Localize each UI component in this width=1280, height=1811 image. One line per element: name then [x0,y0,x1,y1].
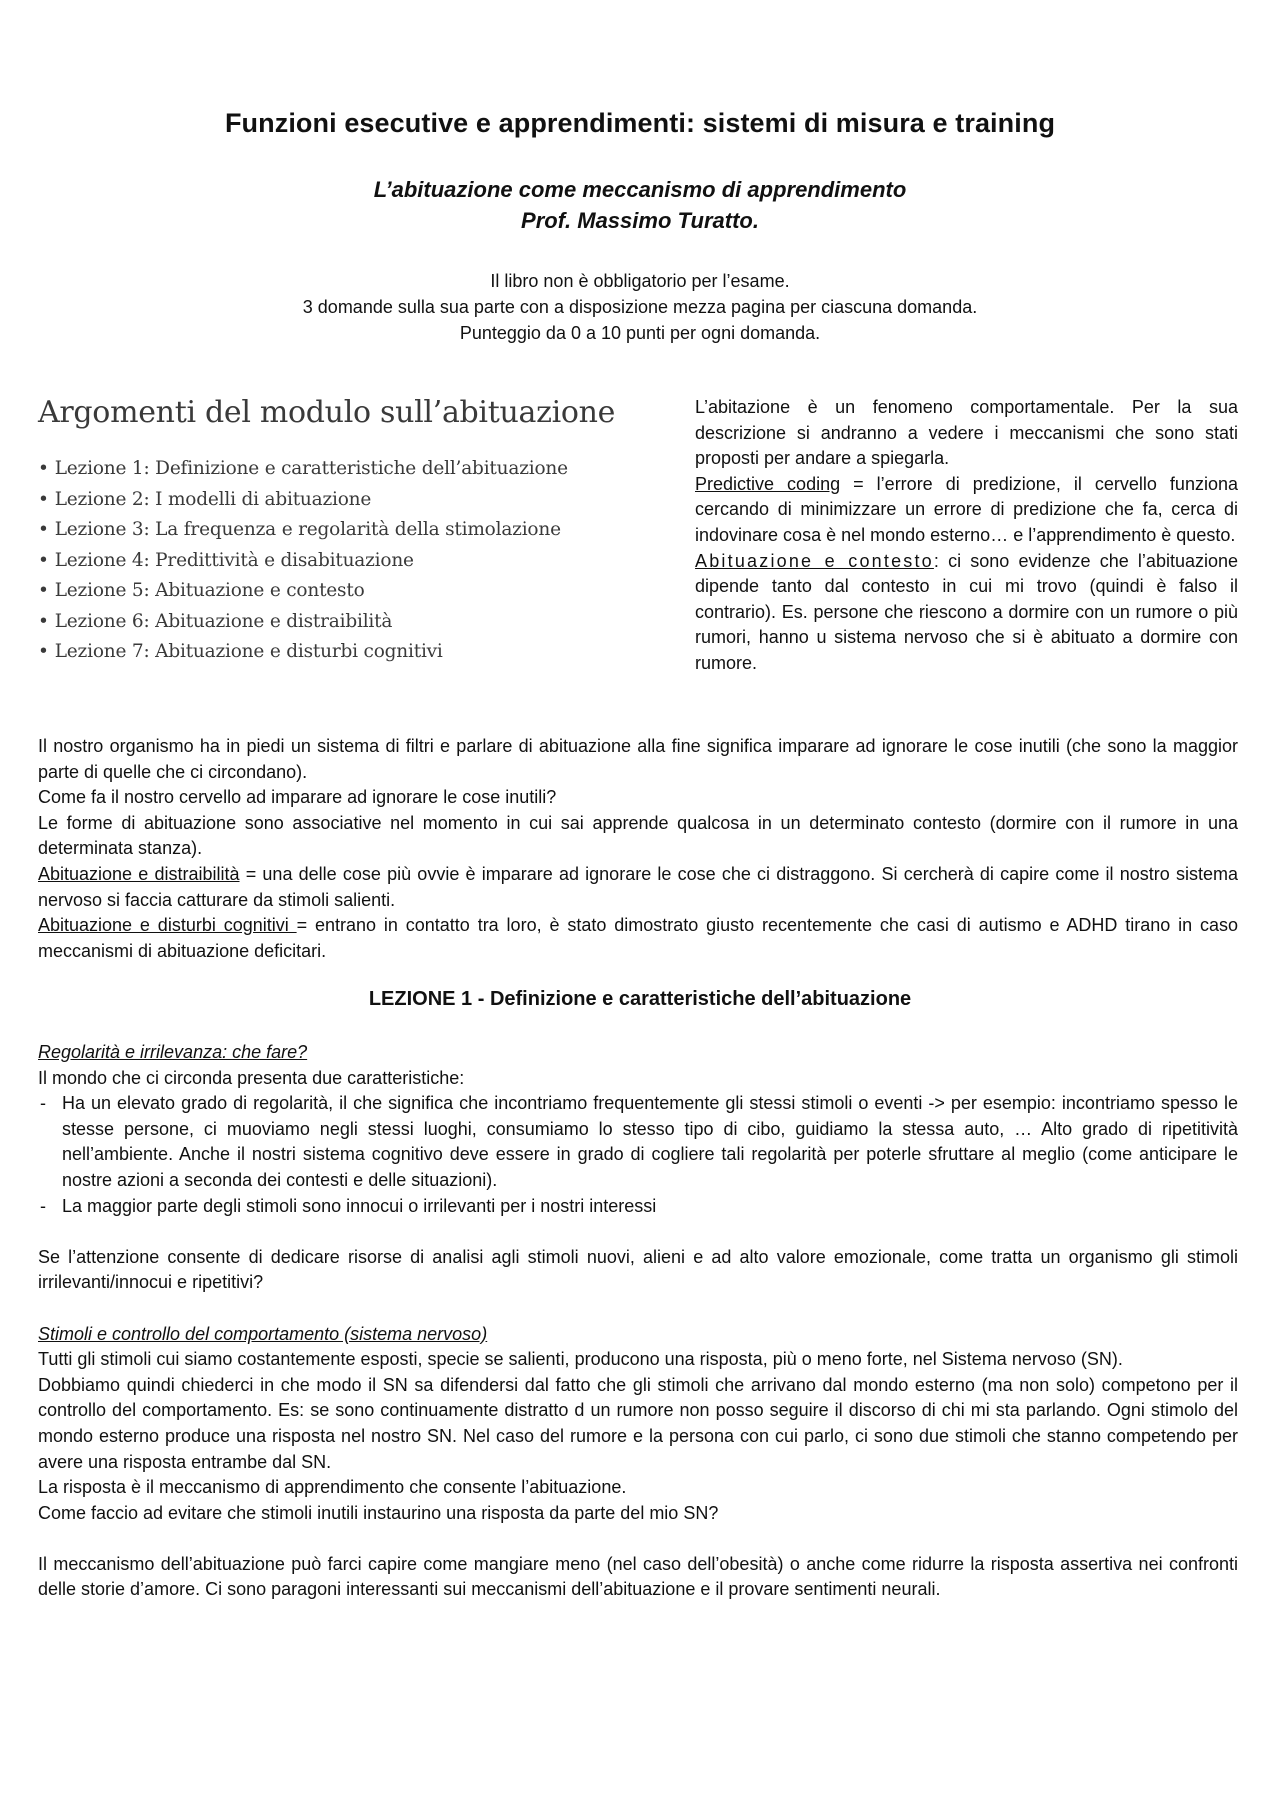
paragraph [38,913,1238,964]
side-paragraph: L’abitazione è un fenomeno comportamentale. Per la sua descrizione si andranno a vedere i meccanismi che sono stati proposti per andare a spiegarla. [695,397,1238,469]
term-disturbi-cognitivi: Abituazione e disturbi cognitivi [38,915,297,936]
paragraph [38,862,1238,913]
spacer [38,1219,1238,1245]
paragraph: Il meccanismo dell’abituazione può farci capire come mangiare meno (nel caso dell’obesità) o anche come ridurre la risposta assertiva nei confronti delle storie d’amore. Ci sono paragoni interessanti sui meccanismi dell’abituazione e il provare sentimenti neurali. [38,1553,1238,1600]
paragraph: Come fa il nostro cervello ad imparare ad ignorare le cose inutili? [38,787,557,808]
paragraph: La risposta è il meccanismo di apprendimento che consente l’abituazione. [38,1477,627,1498]
paragraph: Il nostro organismo ha in piedi un sistema di filtri e parlare di abituazione alla fine significa imparare ad ignorare le cose inutili (che sono la maggior parte di quelle che ci circondano). [38,736,1238,782]
paragraph: Come faccio ad evitare che stimoli inutili instaurino una risposta da parte del mio SN? [38,1502,719,1523]
side-paragraph [695,472,1238,549]
side-paragraph [695,549,1238,677]
slide-list-item: • Lezione 1: Definizione e caratteristiche dell’abituazione [38,458,678,489]
section-heading: Regolarità e irrilevanza: che fare? [38,1042,308,1062]
list-item: - La maggior parte degli stimoli sono innocui o irrilevanti per i nostri interessi [38,1194,1238,1220]
exam-info-line: Punteggio da 0 a 10 punti per ogni domanda. [459,323,821,343]
module-topics-slide [38,395,678,672]
side-paragraph-text: : ci sono evidenze che l’abituazione dipende tanto dal contesto in cui mi trovo (quindi è falso il contrario). Es. persone che riescono a dormire con un rumore o più rumori, hanno u sistema nervoso che si è abituato a dormire con rumore. [695,550,1239,673]
slide-title: Argomenti del modulo sull’abituazione [38,395,616,430]
slide-list [38,458,678,672]
slide-list-item: • Lezione 2: I modelli di abituazione [38,489,678,520]
document-title: Funzioni esecutive e apprendimenti: sistemi di misura e training [224,108,1056,138]
lesson1-section [38,1040,1238,1603]
paragraph: Le forme di abituazione sono associative nel momento in cui sai apprende qualcosa in un determinato contesto (dormire con il rumore in una determinata stanza). [38,812,1238,859]
paragraph: Dobbiamo quindi chiederci in che modo il SN sa difendersi dal fatto che gli stimoli che arrivano dal mondo esterno (ma non solo) competono per il controllo del comportamento. Es: se sono continuamente distratto d un rumore non posso seguire il discorso di chi mi sta parlando. Ogni stimolo del mondo esterno produce una risposta nel nostro SN. Nel caso del rumore e la persona con cui parlo, ci sono due stimoli che stanno competendo per avere una risposta entrambe dal SN. [38,1374,1238,1472]
section-heading: Stimoli e controllo del comportamento (sistema nervoso) [38,1323,488,1344]
paragraph: Se l’attenzione consente di dedicare risorse di analisi agli stimoli nuovi, alieni e ad alto valore emozionale, come tratta un organismo gli stimoli irrilevanti/innocui e ripetitivi? [38,1246,1238,1293]
document-author: Prof. Massimo Turatto. [521,208,759,233]
spacer [38,1526,1238,1552]
lesson-heading: LEZIONE 1 - Definizione e caratteristiche dell’abituazione [368,988,912,1010]
paragraph-text: = una delle cose più ovvie è imparare ad ignorare le cose che ci distraggono. Si cercherà di capire come il nostro sistema nervoso si faccia catturare da stimoli salienti. [38,863,1238,910]
characteristics-list [38,1091,1238,1219]
paragraph-text: = entrano in contatto tra loro, è stato dimostrato giusto recentemente che casi di autismo e ADHD tirano in caso meccanismi di abituazione deficitari. [38,915,1239,961]
spacer [38,1296,1238,1322]
exam-info [0,268,1280,346]
slide-list-item: • Lezione 6: Abituazione e distraibilità [38,611,678,642]
term-predictive-coding: Predictive coding [695,473,841,494]
side-notes [695,395,1238,677]
paragraph: Il mondo che ci circonda presenta due caratteristiche: [38,1067,465,1088]
slide-list-item: • Lezione 7: Abituazione e disturbi cognitivi [38,641,678,672]
intro-section [38,734,1238,964]
term-abituazione-contesto: Abituazione e contesto [695,550,934,571]
term-distraibilita: Abituazione e distraibilità [38,863,240,884]
list-item: - Ha un elevato grado di regolarità, il che significa che incontriamo frequentemente gli stessi stimoli o eventi -> per esempio: incontriamo spesso le stesse persone, ci muoviamo negli stessi luoghi, consumiamo lo stesso tipo di cibo, guidiamo la stessa auto, … Alto grado di ripetitività nell’ambiente. Anche il nostri sistema cognitivo deve essere in grado di cogliere tali regolarità per poterle sfruttare al meglio (come anticipare le nostre azioni a seconda dei contesti e delle situazioni). [38,1091,1238,1193]
document-subtitle: L’abituazione come meccanismo di apprendimento [373,177,907,202]
paragraph: Tutti gli stimoli cui siamo costantemente esposti, specie se salienti, producono una risposta, più o meno forte, nel Sistema nervoso (SN). [38,1349,1123,1370]
exam-info-line: Il libro non è obbligatorio per l’esame. [490,271,790,291]
side-paragraph-text: = l’errore di predizione, il cervello funziona cercando di minimizzare un errore di predizione che fa, cerca di indovinare cosa è nel mondo esterno… e l’apprendimento è questo. [695,473,1238,545]
slide-list-item: • Lezione 3: La frequenza e regolarità della stimolazione [38,519,678,550]
slide-list-item: • Lezione 5: Abituazione e contesto [38,580,678,611]
exam-info-line: 3 domande sulla sua parte con a disposizione mezza pagina per ciascuna domanda. [302,297,978,317]
slide-list-item: • Lezione 4: Predittività e disabituazione [38,550,678,581]
